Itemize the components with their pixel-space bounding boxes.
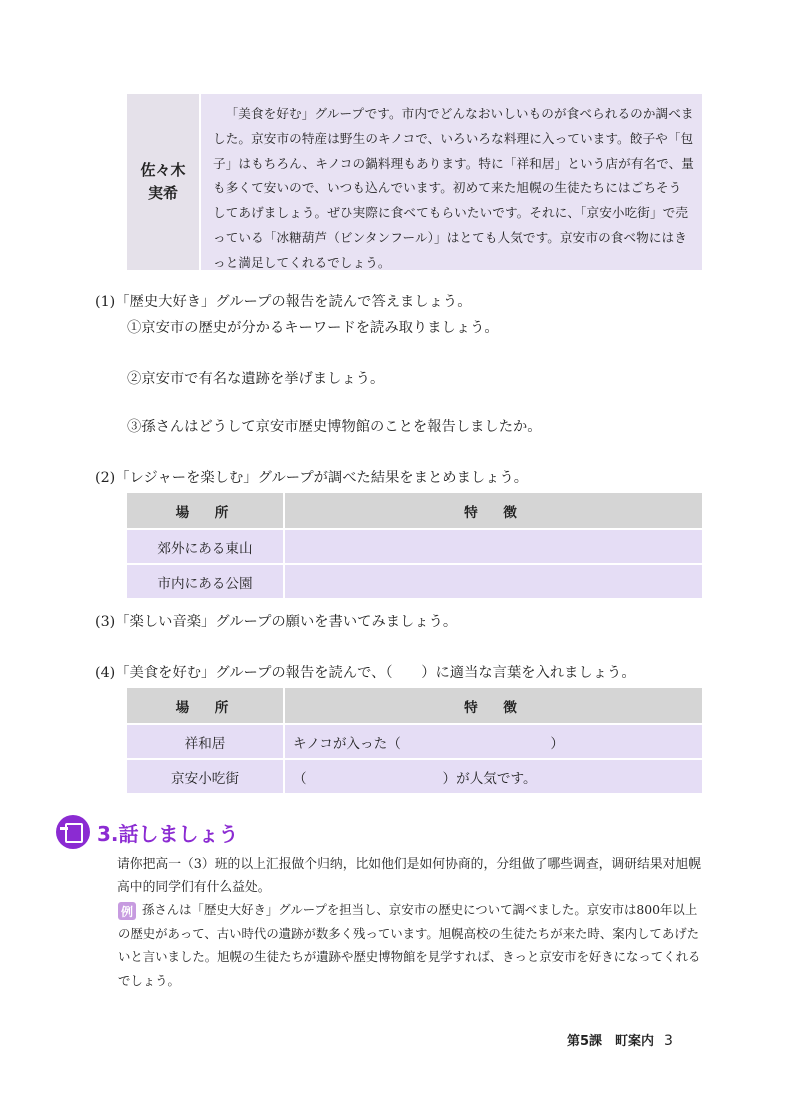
profile-name <box>127 94 199 270</box>
profile-name-line2: 実希 <box>147 184 178 202</box>
question-1-sub-2: ②京安市で有名な遺跡を挙げましょう。 <box>127 371 385 387</box>
example-badge: 例 <box>118 902 136 920</box>
table-row <box>127 563 702 598</box>
header-feature: 特 徴 <box>283 688 702 723</box>
header-place: 場 所 <box>175 699 235 716</box>
profile-box <box>127 94 702 270</box>
row-feature-blank[interactable] <box>283 530 702 563</box>
example-text-block <box>118 898 708 992</box>
row-feature[interactable]: （ ）が人気です。 <box>283 760 702 793</box>
header-feature: 特 徴 <box>283 493 702 528</box>
table-row <box>127 528 702 563</box>
food-table <box>127 688 702 793</box>
table-header <box>127 493 702 528</box>
question-3-title: (3)「楽しい音楽」グループの願いを書いてみましょう。 <box>95 614 458 630</box>
question-1-sub-1: ①京安市の歴史が分かるキーワードを読み取りましょう。 <box>127 320 499 336</box>
header-place: 場 所 <box>175 504 235 521</box>
section-title: 3.話しましょう <box>97 822 239 846</box>
instruction-text: 请你把高一（3）班的以上汇报做个归纳，比如他们是如何协商的，分组做了哪些调查，调研结果对旭幌高中的同学们有什么益处。 <box>117 857 702 895</box>
question-2-title: (2)「レジャーを楽しむ」グループが調べた結果をまとめましょう。 <box>95 470 529 486</box>
page-footer <box>567 1030 673 1049</box>
row-place: 郊外にある東山 <box>157 540 253 557</box>
row-place: 祥和居 <box>184 735 226 752</box>
profile-report <box>199 94 702 270</box>
table-row <box>127 758 702 793</box>
row-feature-blank[interactable] <box>283 565 702 598</box>
question-1-title: (1)「歴史大好き」グループの報告を読んで答えましょう。 <box>95 294 472 310</box>
example-text: 孫さんは「歴史大好き」グループを担当し、京安市の歴史について調べました。京安市は800年以上の歴史があって、古い時代の遺跡が数多く残っています。旭幌高校の生徒たちが来た時、案内してあげたいと言いました。旭幌の生徒たちが遺跡や歴史博物館を見学すれば、きっと京安市を好きになってくれるでしょう。 <box>118 902 701 988</box>
page-number: 3 <box>664 1033 673 1049</box>
row-place: 市内にある公園 <box>157 575 253 592</box>
profile-report-text: 「美食を好む」グループです。市内でどんなおいしいものが食べられるのか調べました。京安市の特産は野生のキノコで、いろいろな料理に入っています。餃子や「包子」はもちろん、キノコの鍋料理もあります。特に「祥和居」という店が有名で、量も多くて安いので、いつも込んでいます。初めて来た旭幌の生徒たちにはごちそうしてあげましょう。ぜひ実際に食べてもらいたいです。それに、「京安小吃街」で売っている「冰糖葫芦（ビンタンフール）」はとても人気です。京安市の食べ物にはきっと満足してくれるでしょう。 <box>213 106 694 270</box>
question-1-sub-3: ③孫さんはどうして京安市歴史博物館のことを報告しましたか。 <box>127 419 542 435</box>
profile-name-line1: 佐々木 <box>140 161 186 179</box>
table-header <box>127 688 702 723</box>
row-feature[interactable]: キノコが入った（ ） <box>283 725 702 758</box>
lesson-label: 第5課 町案内 <box>567 1034 655 1049</box>
row-place: 京安小吃街 <box>171 770 239 787</box>
table-row <box>127 723 702 758</box>
leisure-table <box>127 493 702 598</box>
speech-section-icon <box>56 815 90 849</box>
question-4-title: (4)「美食を好む」グループの報告を読んで、（ ）に適当な言葉を入れましょう。 <box>95 665 636 681</box>
